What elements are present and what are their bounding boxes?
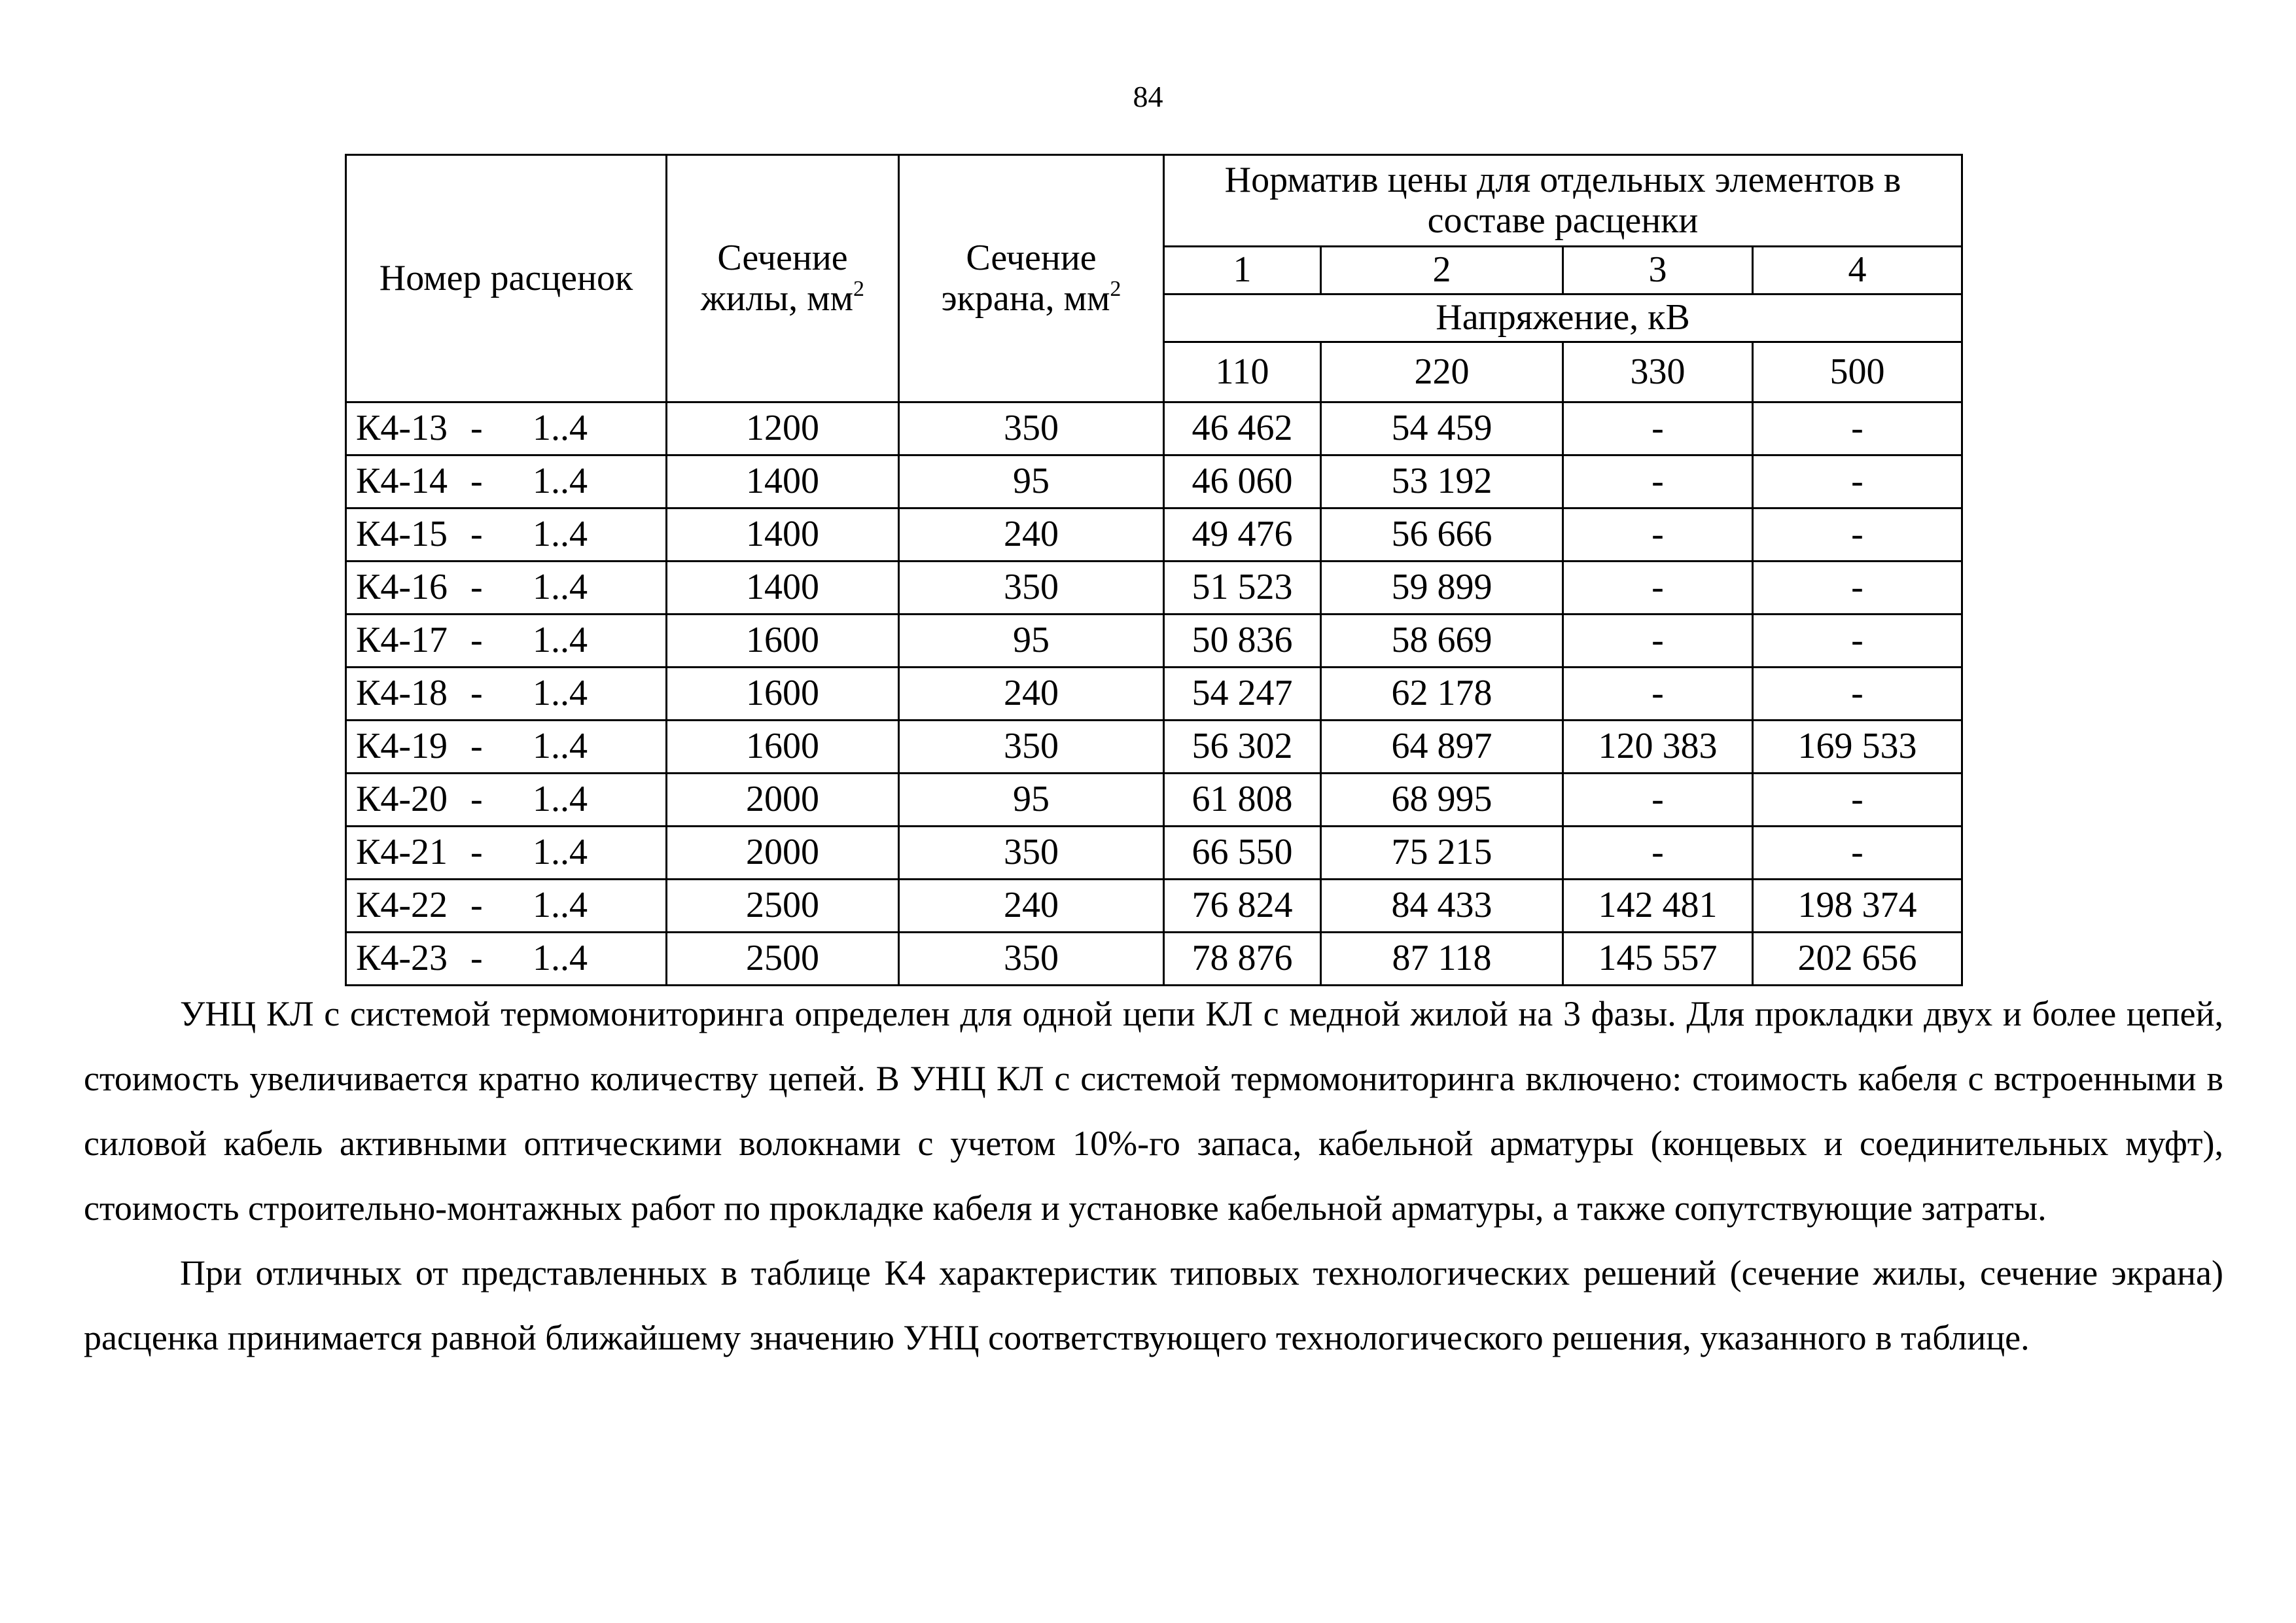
cell-code	[346, 827, 667, 880]
cell-price-500: -	[1753, 615, 1962, 668]
header-voltage-330: 330	[1563, 342, 1753, 402]
cell-price-500: -	[1753, 668, 1962, 721]
code-range: 1..4	[533, 832, 588, 873]
cell-code	[346, 508, 667, 562]
header-element-4: 4	[1753, 247, 1962, 294]
table-row	[346, 562, 1962, 615]
code-dash: -	[470, 408, 483, 449]
header-voltage-220: 220	[1321, 342, 1563, 402]
cell-price-500: 169 533	[1753, 721, 1962, 774]
header-screen-section: Сечение экрана, $мм^2$	[899, 155, 1164, 402]
code-id: К4-21	[356, 832, 448, 873]
price-table	[345, 154, 1963, 986]
code-range: 1..4	[533, 726, 588, 767]
table-row	[346, 508, 1962, 562]
code-id: К4-17	[356, 620, 448, 661]
cell-code	[346, 455, 667, 508]
code-range: 1..4	[533, 885, 588, 926]
cell-screen-section: 95	[899, 615, 1164, 668]
header-element-3: 3	[1563, 247, 1753, 294]
paragraph-2: При отличных от представленных в таблице К4 характеристик типовых технологических решений (сечение жилы, сечение экрана) расценка принимается равной ближайшему значению УНЦ соответствующего технологического решения, указанного в таблице.	[84, 1253, 2223, 1357]
header-element-1: 1	[1164, 247, 1321, 294]
cell-price-500: -	[1753, 455, 1962, 508]
code-id: К4-13	[356, 408, 448, 449]
cell-screen-section: 350	[899, 827, 1164, 880]
cell-price-110: 61 808	[1164, 774, 1321, 827]
cell-price-330: -	[1563, 668, 1753, 721]
cell-price-330: -	[1563, 774, 1753, 827]
cell-code	[346, 562, 667, 615]
cell-code	[346, 668, 667, 721]
cell-price-500: -	[1753, 508, 1962, 562]
code-dash: -	[470, 779, 483, 820]
cell-core-section: 1600	[667, 721, 899, 774]
cell-price-110: 46 060	[1164, 455, 1321, 508]
cell-code	[346, 774, 667, 827]
page-number: 84	[1133, 80, 1163, 113]
cell-screen-section: 350	[899, 562, 1164, 615]
cell-core-section: 1600	[667, 615, 899, 668]
code-range: 1..4	[533, 567, 588, 608]
code-dash: -	[470, 461, 483, 502]
cell-price-330: 145 557	[1563, 933, 1753, 986]
cell-price-220: 59 899	[1321, 562, 1563, 615]
cell-core-section: 2500	[667, 933, 899, 986]
cell-core-section: 1400	[667, 455, 899, 508]
text-block	[84, 982, 2223, 1370]
code-dash: -	[470, 673, 483, 714]
cell-screen-section: 240	[899, 508, 1164, 562]
cell-code	[346, 933, 667, 986]
cell-screen-section: 350	[899, 402, 1164, 455]
cell-core-section: 2500	[667, 880, 899, 933]
code-dash: -	[470, 620, 483, 661]
code-dash: -	[470, 567, 483, 608]
cell-price-110: 54 247	[1164, 668, 1321, 721]
cell-price-330: 120 383	[1563, 721, 1753, 774]
code-id: К4-14	[356, 461, 448, 502]
code-id: К4-22	[356, 885, 448, 926]
cell-screen-section: 350	[899, 933, 1164, 986]
table-row	[346, 615, 1962, 668]
header-norm-group: Норматив цены для отдельных элементов в составе расценки	[1164, 155, 1962, 247]
cell-screen-section: 95	[899, 455, 1164, 508]
cell-core-section: 2000	[667, 774, 899, 827]
table-row	[346, 827, 1962, 880]
cell-price-330: -	[1563, 402, 1753, 455]
code-range: 1..4	[533, 514, 588, 555]
code-range: 1..4	[533, 461, 588, 502]
code-dash: -	[470, 726, 483, 767]
cell-code	[346, 615, 667, 668]
cell-price-110: 49 476	[1164, 508, 1321, 562]
cell-price-110: 76 824	[1164, 880, 1321, 933]
table-row	[346, 668, 1962, 721]
code-id: К4-23	[356, 938, 448, 979]
cell-price-330: -	[1563, 455, 1753, 508]
code-id: К4-20	[356, 779, 448, 820]
code-id: К4-15	[356, 514, 448, 555]
table-row	[346, 402, 1962, 455]
cell-price-110: 46 462	[1164, 402, 1321, 455]
cell-price-330: 142 481	[1563, 880, 1753, 933]
code-range: 1..4	[533, 938, 588, 979]
cell-core-section: 1200	[667, 402, 899, 455]
cell-price-330: -	[1563, 562, 1753, 615]
code-dash: -	[470, 885, 483, 926]
cell-price-500: -	[1753, 827, 1962, 880]
cell-core-section: 1400	[667, 508, 899, 562]
table-body	[346, 402, 1962, 986]
header-core-section: Сечение жилы, $мм^2$	[667, 155, 899, 402]
cell-price-500: 202 656	[1753, 933, 1962, 986]
cell-code	[346, 880, 667, 933]
cell-screen-section: 240	[899, 880, 1164, 933]
cell-price-330: -	[1563, 827, 1753, 880]
cell-price-220: 56 666	[1321, 508, 1563, 562]
cell-core-section: 1600	[667, 668, 899, 721]
cell-code	[346, 402, 667, 455]
cell-price-110: 51 523	[1164, 562, 1321, 615]
paragraph-1: УНЦ КЛ с системой термомониторинга определен для одной цепи КЛ с медной жилой на 3 фазы. Для прокладки двух и более цепей, стоимость увеличивается кратно количеству цепей. В УНЦ КЛ с системой термомониторинга включено: стоимость кабеля с встроенными в силовой кабель активными оптическими волокнами с учетом 10%-го запаса, кабельной арматуры (концевых и соединительных муфт), стоимость строительно-монтажных работ по прокладке кабеля и установке кабельной арматуры, а также сопутствующие затраты.	[84, 994, 2223, 1228]
code-id: К4-16	[356, 567, 448, 608]
code-range: 1..4	[533, 620, 588, 661]
cell-price-110: 78 876	[1164, 933, 1321, 986]
cell-screen-section: 95	[899, 774, 1164, 827]
cell-price-110: 56 302	[1164, 721, 1321, 774]
code-id: К4-18	[356, 673, 448, 714]
cell-price-330: -	[1563, 508, 1753, 562]
cell-price-110: 50 836	[1164, 615, 1321, 668]
code-range: 1..4	[533, 408, 588, 449]
cell-screen-section: 350	[899, 721, 1164, 774]
code-dash: -	[470, 514, 483, 555]
cell-core-section: 2000	[667, 827, 899, 880]
cell-price-220: 62 178	[1321, 668, 1563, 721]
table-row	[346, 774, 1962, 827]
cell-price-220: 84 433	[1321, 880, 1563, 933]
cell-price-220: 54 459	[1321, 402, 1563, 455]
table-row	[346, 880, 1962, 933]
cell-price-500: -	[1753, 562, 1962, 615]
cell-code	[346, 721, 667, 774]
cell-price-220: 75 215	[1321, 827, 1563, 880]
table-row	[346, 933, 1962, 986]
code-dash: -	[470, 832, 483, 873]
code-id: К4-19	[356, 726, 448, 767]
cell-price-220: 87 118	[1321, 933, 1563, 986]
header-voltage-500: 500	[1753, 342, 1962, 402]
cell-core-section: 1400	[667, 562, 899, 615]
cell-price-330: -	[1563, 615, 1753, 668]
cell-price-220: 58 669	[1321, 615, 1563, 668]
cell-price-220: 53 192	[1321, 455, 1563, 508]
header-voltage-110: 110	[1164, 342, 1321, 402]
cell-price-220: 68 995	[1321, 774, 1563, 827]
header-code: Номер расценок	[346, 155, 667, 402]
cell-price-220: 64 897	[1321, 721, 1563, 774]
header-element-2: 2	[1321, 247, 1563, 294]
header-voltage: Напряжение, кВ	[1164, 294, 1962, 342]
code-range: 1..4	[533, 779, 588, 820]
code-dash: -	[470, 938, 483, 979]
cell-price-110: 66 550	[1164, 827, 1321, 880]
cell-price-500: 198 374	[1753, 880, 1962, 933]
cell-price-500: -	[1753, 774, 1962, 827]
cell-price-500: -	[1753, 402, 1962, 455]
table-row	[346, 455, 1962, 508]
code-range: 1..4	[533, 673, 588, 714]
table-row	[346, 721, 1962, 774]
cell-screen-section: 240	[899, 668, 1164, 721]
